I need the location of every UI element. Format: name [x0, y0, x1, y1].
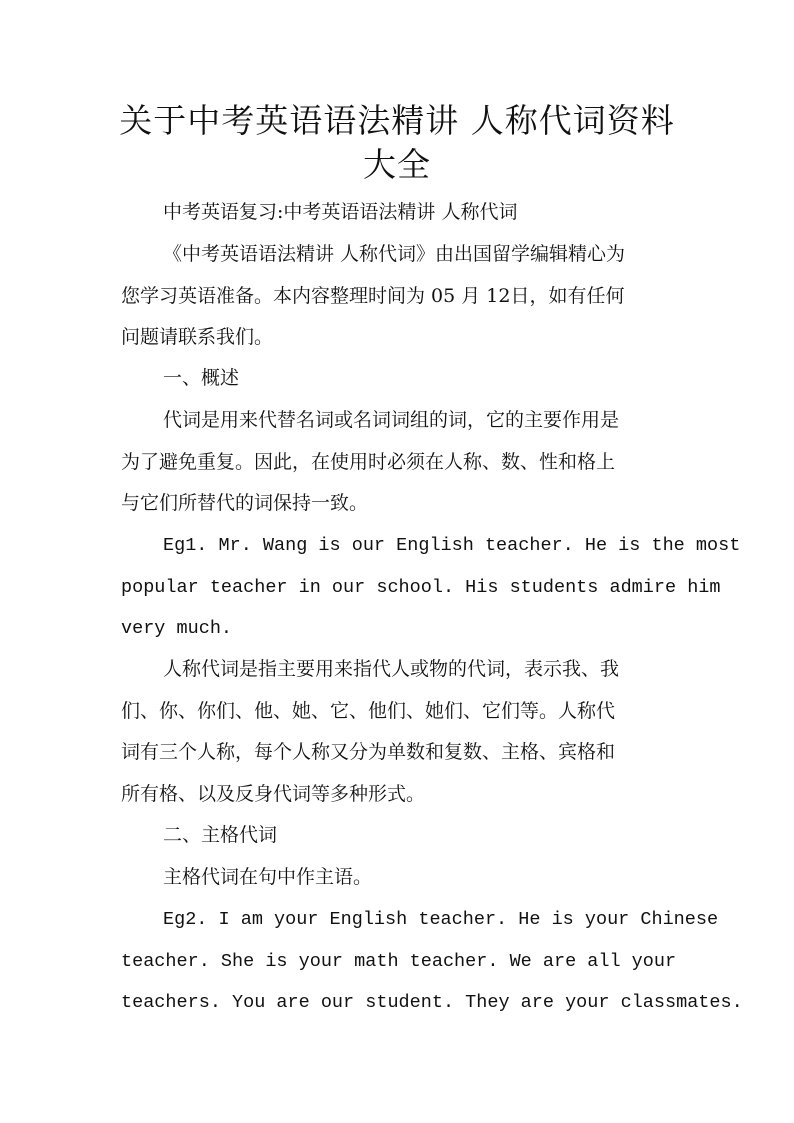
- section1-line: 代词是用来代替名词或名词词组的词，它的主要作用是: [163, 409, 620, 431]
- intro-line: 问题请联系我们。: [121, 326, 274, 348]
- pronoun-line: 所有格、以及反身代词等多种形式。: [121, 782, 426, 805]
- section1-heading: 一、概述: [163, 367, 240, 389]
- pronoun-paragraph: [121, 649, 675, 815]
- example-2: [121, 899, 743, 1024]
- section1-line: 与它们所替代的词保持一致。: [121, 492, 369, 514]
- example-2-line: teacher. She is your math teacher. We are all your: [121, 950, 677, 972]
- intro-line: 您学习英语准备。本内容整理时间为 05 月 12日，如有任何: [121, 284, 625, 307]
- section1-paragraph: [121, 400, 675, 525]
- pronoun-line: 们、你、你们、他、她、它、他们、她们、它们等。人称代: [121, 699, 616, 722]
- example-2-line: teachers. You are our student. They are your classmates.: [121, 992, 743, 1013]
- subtitle: 中考英语复习:中考英语语法精讲 人称代词: [163, 201, 518, 223]
- pronoun-line: 词有三个人称，每个人称又分为单数和复数、主格、宾格和: [121, 741, 616, 763]
- document-title-line-1: 关于中考英语语法精讲 人称代词资料: [119, 101, 675, 140]
- section2-heading: 二、主格代词: [163, 824, 278, 846]
- document-title-line-2: 大全: [363, 145, 431, 184]
- example-1-line: very much.: [121, 618, 233, 639]
- intro-paragraph: [121, 234, 675, 359]
- example-1-line: Eg1. Mr. Wang is our English teacher. He is the most: [163, 535, 741, 556]
- section2-paragraph: 主格代词在句中作主语。: [163, 866, 373, 888]
- pronoun-line: 人称代词是指主要用来指代人或物的代词，表示我、我: [163, 658, 620, 680]
- example-2-line: Eg2. I am your English teacher. He is your Chinese: [163, 909, 719, 930]
- example-1-line: popular teacher in our school. His students admire him: [121, 576, 721, 598]
- intro-line: 《中考英语语法精讲 人称代词》由出国留学编辑精心为: [163, 243, 626, 265]
- example-1: [121, 525, 741, 650]
- section1-line: 为了避免重复。因此，在使用时必须在人称、数、性和格上: [121, 450, 616, 473]
